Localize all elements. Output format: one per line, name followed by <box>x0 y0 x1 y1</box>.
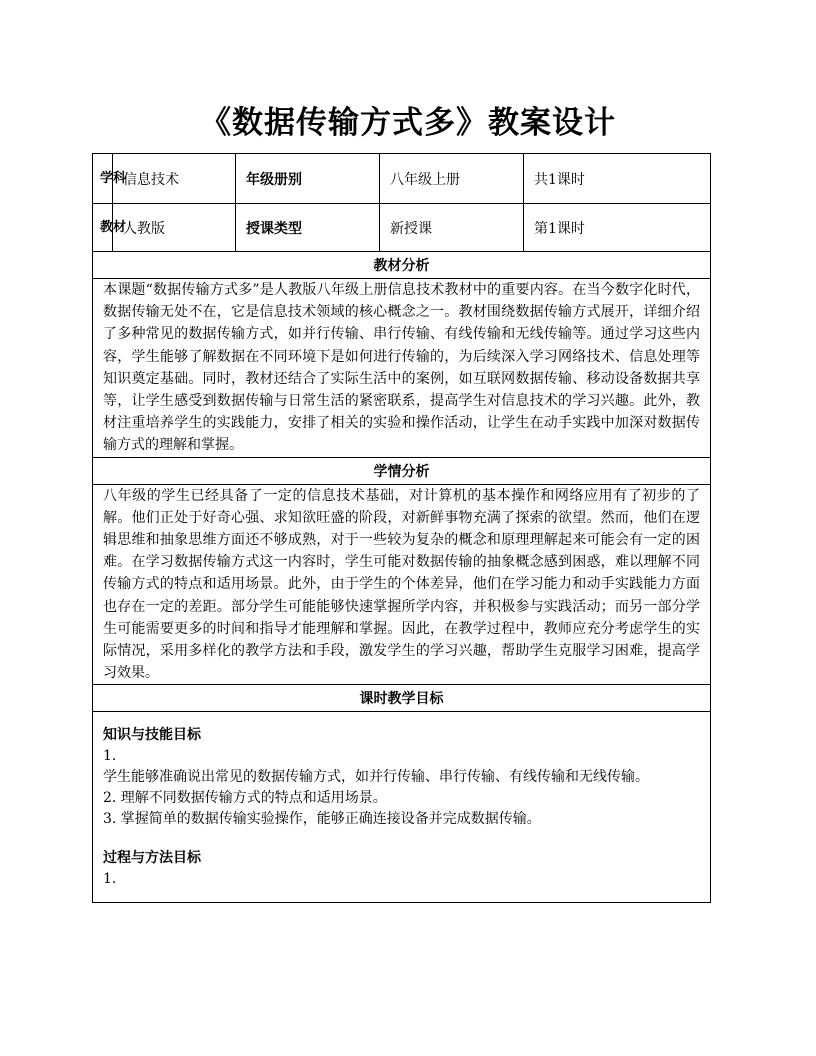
textbook-analysis-row <box>93 279 711 458</box>
objective-item-2: 2. 理解不同数据传输方式的特点和适用场景。 <box>103 789 387 806</box>
subject-label-cell <box>93 154 127 204</box>
objectives-row <box>93 712 711 903</box>
subject-value: 信息技术 <box>113 154 236 204</box>
objectives-cell <box>93 712 711 903</box>
total-hours-value: 共1课时 <box>524 154 711 204</box>
lesson-plan-table <box>92 153 711 903</box>
objective-item-3: 3. 掌握简单的数据传输实验操作，能够正确连接设备并完成数据传输。 <box>103 810 541 827</box>
student-analysis-heading: 学情分析 <box>93 457 711 484</box>
lesson-type-value: 新授课 <box>380 204 524 252</box>
info-row-subject <box>93 154 711 204</box>
subject-label: 学科 <box>100 170 127 186</box>
process-methods-heading: 过程与方法目标 <box>103 849 201 866</box>
student-analysis-row <box>93 484 711 685</box>
section-header-objectives <box>93 685 711 712</box>
lesson-number-value: 第1课时 <box>524 204 711 252</box>
grade-value: 八年级上册 <box>380 154 524 204</box>
section-header-student-analysis <box>93 457 711 484</box>
textbook-analysis-heading: 教材分析 <box>93 252 711 279</box>
lesson-type-label: 授课类型 <box>236 204 380 252</box>
textbook-label: 教材 <box>100 219 127 235</box>
textbook-value: 人教版 <box>113 204 236 252</box>
objective-item-1-text: 学生能够准确说出常见的数据传输方式，如并行传输、串行传输、有线传输和无线传输。 <box>103 768 649 785</box>
spacer <box>103 830 700 848</box>
process-item-1-number: 1. <box>103 870 117 887</box>
textbook-analysis-body: 本课题“数据传输方式多”是人教版八年级上册信息技术教材中的重要内容。在当今数字化时代，数据传输无处不在，它是信息技术领域的核心概念之一。教材围绕数据传输方式展开，详细介绍了多种常见的数据传输方式，如并行传输、串行传输、有线传输和无线传输等。通过学习这些内容，学生能够了解数据在不同环境下是如何进行传输的，为后续深入学习网络技术、信息处理等知识奠定基础。同时，教材还结合了实际生活中的案例，如互联网数据传输、移动设备数据共享等，让学生感受到数据传输与日常生活的紧密联系，提高学生对信息技术的学习兴趣。此外，教材注重培养学生的实践能力，安排了相关的实验和操作活动，让学生在动手实践中加深对数据传输方式的理解和掌握。 <box>93 279 711 458</box>
textbook-label-cell <box>93 204 127 252</box>
objective-item-1-number: 1. <box>103 747 117 764</box>
info-row-textbook <box>93 204 711 252</box>
knowledge-skills-heading: 知识与技能目标 <box>103 726 201 743</box>
page-title: 《数据传输方式多》教案设计 <box>200 105 616 141</box>
grade-label: 年级册别 <box>236 154 380 204</box>
section-header-textbook-analysis <box>93 252 711 279</box>
objectives-heading: 课时教学目标 <box>93 685 711 712</box>
student-analysis-body: 八年级的学生已经具备了一定的信息技术基础，对计算机的基本操作和网络应用有了初步的了解。他们正处于好奇心强、求知欲旺盛的阶段，对新鲜事物充满了探索的欲望。然而，他们在逻辑思维和抽象思维方面还不够成熟，对于一些较为复杂的概念和原理理解起来可能会有一定的困难。在学习数据传输方式这一内容时，学生可能对数据传输的抽象概念感到困惑，难以理解不同传输方式的特点和适用场景。此外，由于学生的个体差异，他们在学习能力和动手实践能力方面也存在一定的差距。部分学生可能能够快速掌握所学内容，并积极参与实践活动；而另一部分学生可能需要更多的时间和指导才能理解和掌握。因此，在教学过程中，教师应充分考虑学生的实际情况，采用多样化的教学方法和手段，激发学生的学习兴趣，帮助学生克服学习困难，提高学习效果。 <box>93 484 711 685</box>
